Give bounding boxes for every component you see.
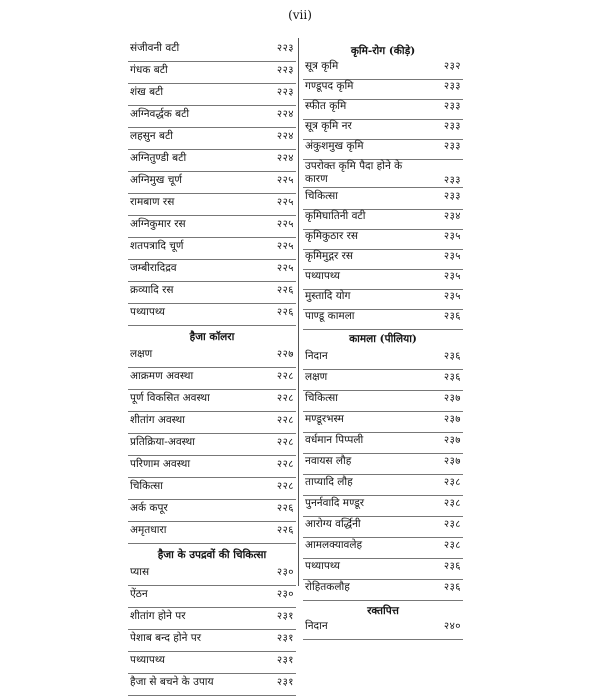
entry-title: स्फीत कृमि (305, 100, 347, 112)
entry-page-number: २४० (443, 621, 461, 632)
entry-page-number: २२४ (276, 153, 294, 164)
section-heading: हैजा के उपद्रवों की चिकित्सा (157, 549, 267, 561)
entry-title: गंधक बटी (130, 64, 168, 76)
index-entry (128, 194, 296, 216)
entry-title: संजीवनी वटी (130, 42, 180, 54)
index-entry (128, 500, 296, 522)
entry-title: चिकित्सा (130, 480, 163, 492)
index-entry (303, 158, 463, 188)
index-entry (128, 150, 296, 172)
index-entry (128, 106, 296, 128)
entry-page-number: २३५ (443, 251, 461, 262)
index-entry (303, 188, 463, 210)
entry-title: शतपत्रादि चूर्ण (130, 240, 184, 252)
index-entry (128, 608, 296, 630)
entry-title: अग्निकुमार रस (130, 218, 186, 230)
entry-page-number: २३७ (443, 456, 461, 467)
entry-page-number: २२५ (276, 219, 294, 230)
entry-page-number: २२४ (276, 131, 294, 142)
entry-page-number: २३२ (443, 61, 461, 72)
entry-page-number: २२३ (276, 65, 294, 76)
left-index-column (128, 40, 296, 688)
entry-title: अर्क कपूर (130, 502, 168, 514)
entry-title: पुनर्नवादि मण्डूर (305, 497, 364, 509)
entry-title: कृमिकुठार रस (305, 230, 358, 242)
section-heading: रक्तपित्त (367, 605, 399, 617)
entry-title: गण्डूपद कृमि (305, 80, 354, 92)
entry-page-number: २३८ (443, 519, 461, 530)
entry-page-number: २२६ (276, 503, 294, 514)
entry-title: आमलक्यावलेह (305, 539, 363, 551)
entry-title: निदान (305, 350, 328, 362)
entry-page-number: २३६ (443, 311, 461, 322)
entry-title: अंकुशमुख कृमि (305, 140, 364, 152)
entry-page-number: २३३ (443, 141, 461, 152)
entry-page-number: २३७ (443, 414, 461, 425)
entry-title: पथ्यापथ्य (130, 306, 165, 318)
entry-title: कृमिमुद्गर रस (305, 250, 353, 262)
entry-page-number: २२५ (276, 263, 294, 274)
entry-title: पथ्यापथ्य (130, 654, 165, 666)
entry-title: पूर्ण विकसित अवस्था (130, 392, 210, 404)
entry-page-number: २३६ (443, 351, 461, 362)
section-heading: कृमि-रोग (कीड़े) (350, 45, 416, 57)
entry-title: अग्निवर्द्धक बटी (130, 108, 190, 120)
index-entry (303, 348, 463, 370)
entry-page-number: २३७ (443, 435, 461, 446)
index-entry (128, 630, 296, 652)
entry-page-number: २३१ (276, 655, 294, 666)
section-heading: हैजा कॉलरा (189, 331, 235, 343)
entry-title: पेशाब बन्द होने पर (130, 632, 202, 644)
index-entry (128, 390, 296, 412)
entry-page-number: २३१ (276, 633, 294, 644)
entry-title: शंख बटी (130, 86, 164, 98)
entry-page-number: २३१ (276, 611, 294, 622)
entry-page-number: २३८ (443, 540, 461, 551)
entry-title: प्रतिक्रिया-अवस्था (130, 436, 195, 448)
entry-page-number: २३५ (443, 231, 461, 242)
entry-title: लहसुन बटी (130, 130, 173, 142)
index-entry (128, 62, 296, 84)
entry-title: पाण्डू कामला (305, 310, 355, 322)
index-entry (303, 369, 463, 391)
index-entry (128, 652, 296, 674)
entry-page-number: २२८ (276, 371, 294, 382)
index-entry (128, 434, 296, 456)
entry-page-number: २३३ (443, 81, 461, 92)
index-entry (303, 618, 463, 640)
section-heading: कामला (पीलिया) (349, 333, 417, 345)
entry-title: आरोग्य वर्द्धिनी (305, 518, 361, 530)
entry-title: ताप्यादि लौह (305, 476, 353, 488)
entry-title: लक्षण (305, 371, 328, 383)
entry-page-number: २२६ (276, 525, 294, 536)
entry-title: क्रव्यादि रस (130, 284, 174, 296)
entry-title: पथ्यापथ्य (305, 270, 340, 282)
entry-page-number: २२८ (276, 415, 294, 426)
index-entry (303, 537, 463, 559)
entry-title: अग्नितुण्डी बटी (130, 152, 187, 164)
entry-page-number: २३५ (443, 291, 461, 302)
index-entry (128, 368, 296, 390)
index-entry (303, 495, 463, 517)
index-entry (128, 564, 296, 586)
entry-title: ऐंठन (130, 588, 148, 600)
index-entry (128, 346, 296, 368)
entry-title: परिणाम अवस्था (130, 458, 191, 470)
entry-page-number: २३० (276, 589, 294, 600)
page-number: (vii) (288, 8, 312, 22)
entry-page-number: २२८ (276, 437, 294, 448)
index-entry (128, 478, 296, 500)
entry-page-number: २२८ (276, 481, 294, 492)
entry-title: शीतांग अवस्था (130, 414, 185, 426)
index-entry (303, 208, 463, 230)
index-entry (303, 268, 463, 290)
entry-page-number: २२५ (276, 197, 294, 208)
index-entry (303, 390, 463, 412)
entry-page-number: २२८ (276, 393, 294, 404)
entry-title: वर्धमान पिप्पली (305, 434, 364, 446)
index-entry (128, 522, 296, 544)
entry-page-number: २२६ (276, 285, 294, 296)
entry-page-number: २३३ (443, 101, 461, 112)
entry-page-number: २३५ (443, 271, 461, 282)
index-entry (128, 40, 296, 62)
index-entry (303, 516, 463, 538)
index-entry (128, 304, 296, 326)
entry-page-number: २३३ (443, 191, 461, 202)
index-entry (128, 238, 296, 260)
entry-page-number: २२६ (276, 307, 294, 318)
entry-title: चिकित्सा (305, 392, 338, 404)
index-entry (303, 228, 463, 250)
index-entry (303, 411, 463, 433)
entry-title: चिकित्सा (305, 190, 338, 202)
index-entry (303, 308, 463, 330)
entry-page-number: २३६ (443, 561, 461, 572)
entry-title: मुस्तादि योग (305, 290, 351, 302)
index-entry (303, 138, 463, 160)
index-entry (128, 84, 296, 106)
entry-title: हैजा से बचने के उपाय (130, 676, 214, 688)
entry-page-number: २२५ (276, 241, 294, 252)
entry-title: पथ्यापथ्य (305, 560, 340, 572)
index-entry (128, 674, 296, 696)
entry-title: अग्निमुख चूर्ण (130, 174, 182, 186)
entry-title: मण्डूरभस्म (305, 413, 344, 425)
entry-page-number: २३३ (443, 121, 461, 132)
entry-page-number: २२४ (276, 109, 294, 120)
entry-title: नवायस लौह (305, 455, 352, 467)
entry-title: लक्षण (130, 348, 153, 360)
entry-title: प्यास (130, 566, 150, 578)
index-entry (128, 128, 296, 150)
entry-page-number: २२३ (276, 43, 294, 54)
index-entry (128, 412, 296, 434)
entry-title: निदान (305, 620, 328, 632)
entry-underline (303, 639, 463, 640)
entry-page-number: २२५ (276, 175, 294, 186)
index-entry (303, 579, 463, 601)
index-entry (303, 58, 463, 80)
index-entry (128, 260, 296, 282)
entry-page-number: २३६ (443, 582, 461, 593)
entry-page-number: २३३ (443, 175, 461, 186)
index-entry (303, 453, 463, 475)
index-entry (128, 216, 296, 238)
entry-title: रामबाण रस (130, 196, 175, 208)
index-entry (128, 456, 296, 478)
index-entry (303, 118, 463, 140)
column-divider (298, 38, 299, 586)
entry-title: उपरोक्त कृमि पैदा होने के कारण (305, 160, 403, 185)
index-entry (303, 288, 463, 310)
entry-title: रोहितकलौह (305, 581, 350, 593)
entry-title: शीतांग होने पर (130, 610, 186, 622)
entry-page-number: २३६ (443, 372, 461, 383)
entry-page-number: २३० (276, 567, 294, 578)
entry-page-number: २३४ (443, 211, 461, 222)
entry-title: कृमिघातिनी वटी (305, 210, 366, 222)
index-entry (303, 474, 463, 496)
entry-page-number: २२७ (276, 349, 294, 360)
entry-page-number: २२३ (276, 87, 294, 98)
entry-page-number: २३८ (443, 498, 461, 509)
entry-title: सूत्र कृमि (305, 60, 339, 72)
right-index-column (303, 40, 463, 632)
index-entry (128, 586, 296, 608)
entry-page-number: २३१ (276, 677, 294, 688)
index-entry (303, 98, 463, 120)
index-entry (303, 558, 463, 580)
entry-page-number: २२८ (276, 459, 294, 470)
entry-title: आक्रमण अवस्था (130, 370, 194, 382)
entry-title: जम्बीरादिद्रव (130, 262, 177, 274)
index-entry (303, 248, 463, 270)
index-entry (303, 432, 463, 454)
index-entry (303, 78, 463, 100)
entry-page-number: २३७ (443, 393, 461, 404)
entry-title: सूत्र कृमि नर (305, 120, 352, 132)
index-entry (128, 282, 296, 304)
entry-title: अमृतधारा (130, 524, 167, 536)
entry-page-number: २३८ (443, 477, 461, 488)
index-entry (128, 172, 296, 194)
